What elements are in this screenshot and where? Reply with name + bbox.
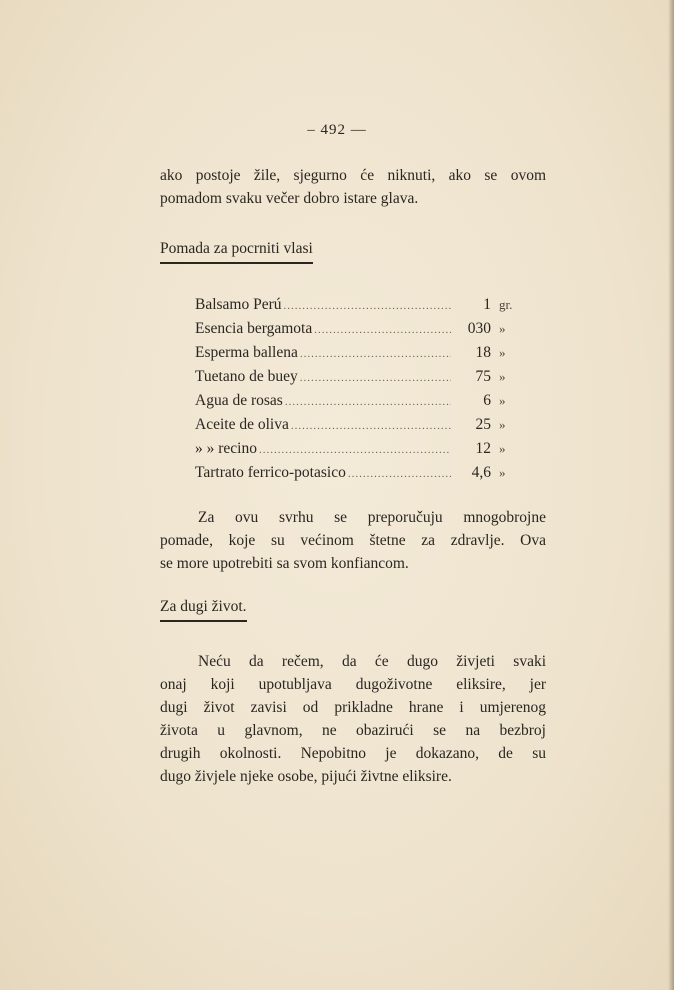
ingredient-name: Esperma ballena bbox=[195, 344, 298, 361]
ingredient-unit: gr. bbox=[499, 297, 513, 312]
ingredient-name: Tartrato ferrico-potasico bbox=[195, 464, 346, 481]
leader-dots bbox=[285, 396, 451, 408]
recommendation-paragraph bbox=[160, 506, 546, 575]
paragraph-line: dugo živjele njeke osobe, pijući živtne eliksire. bbox=[160, 768, 452, 785]
ingredient-amount: 030 bbox=[467, 320, 491, 337]
paragraph-line: Neću da rečem, da će dugo živjeti svaki bbox=[198, 653, 546, 670]
recipe-list bbox=[195, 296, 535, 488]
ingredient-amount: 18 bbox=[475, 344, 491, 361]
leader-dots bbox=[259, 444, 451, 456]
intro-paragraph bbox=[160, 164, 546, 210]
paragraph-line: se more upotrebiti sa svom konfiancom. bbox=[160, 555, 409, 572]
ingredient-unit: » bbox=[499, 417, 506, 432]
ingredient-unit: » bbox=[499, 441, 506, 456]
ingredient-amount: 12 bbox=[475, 440, 491, 457]
ingredient-name: Aceite de oliva bbox=[195, 416, 289, 433]
intro-line: pomadom svaku večer dobro istare glava. bbox=[160, 190, 419, 207]
ingredient-unit: » bbox=[499, 369, 506, 384]
paragraph-line: dugi život zavisi od prikladne hrane i umjerenog bbox=[160, 699, 546, 716]
ingredient-amount: 6 bbox=[483, 392, 491, 409]
leader-dots bbox=[300, 372, 451, 384]
ingredient-amount: 4,6 bbox=[471, 464, 491, 481]
recipe-row bbox=[195, 440, 535, 464]
paragraph-line: života u glavnom, ne obazirući se na bezbroj bbox=[160, 722, 546, 739]
leader-dots bbox=[284, 300, 451, 312]
leader-dots bbox=[314, 324, 451, 336]
paragraph-line: onaj koji upotubljava dugoživotne eliksire, jer bbox=[160, 676, 546, 693]
leader-dots bbox=[300, 348, 451, 360]
ingredient-name: Esencia bergamota bbox=[195, 320, 313, 337]
ingredient-name: Tuetano de buey bbox=[195, 368, 298, 385]
ingredient-unit: » bbox=[499, 465, 506, 480]
long-life-paragraph bbox=[160, 650, 546, 788]
page-number: – 492 — bbox=[307, 122, 367, 138]
section-heading-pomada: Pomada za pocrniti vlasi bbox=[160, 240, 313, 264]
intro-line: ako postoje žile, sjegurno će niknuti, ako se ovom bbox=[160, 167, 546, 184]
leader-dots bbox=[348, 468, 451, 480]
page-edge-shadow bbox=[668, 0, 674, 990]
paragraph-line: pomade, koje su većinom štetne za zdravlje. Ova bbox=[160, 532, 546, 549]
paragraph-line: Za ovu svrhu se preporučuju mnogobrojne bbox=[198, 509, 546, 526]
recipe-row bbox=[195, 320, 535, 344]
paragraph-line: drugih okolnosti. Nepobitno je dokazano, de su bbox=[160, 745, 546, 762]
ingredient-name: » » recino bbox=[195, 440, 257, 457]
recipe-row bbox=[195, 464, 535, 488]
ingredient-amount: 25 bbox=[475, 416, 491, 433]
recipe-row bbox=[195, 296, 535, 320]
recipe-row bbox=[195, 368, 535, 392]
leader-dots bbox=[291, 420, 451, 432]
ingredient-name: Balsamo Perú bbox=[195, 296, 282, 313]
ingredient-amount: 75 bbox=[475, 368, 491, 385]
section-heading-dugi-zivot: Za dugi život. bbox=[160, 598, 247, 622]
ingredient-name: Agua de rosas bbox=[195, 392, 283, 409]
ingredient-unit: » bbox=[499, 345, 506, 360]
ingredient-amount: 1 bbox=[483, 296, 491, 313]
recipe-row bbox=[195, 392, 535, 416]
recipe-row bbox=[195, 416, 535, 440]
ingredient-unit: » bbox=[499, 321, 506, 336]
ingredient-unit: » bbox=[499, 393, 506, 408]
recipe-row bbox=[195, 344, 535, 368]
